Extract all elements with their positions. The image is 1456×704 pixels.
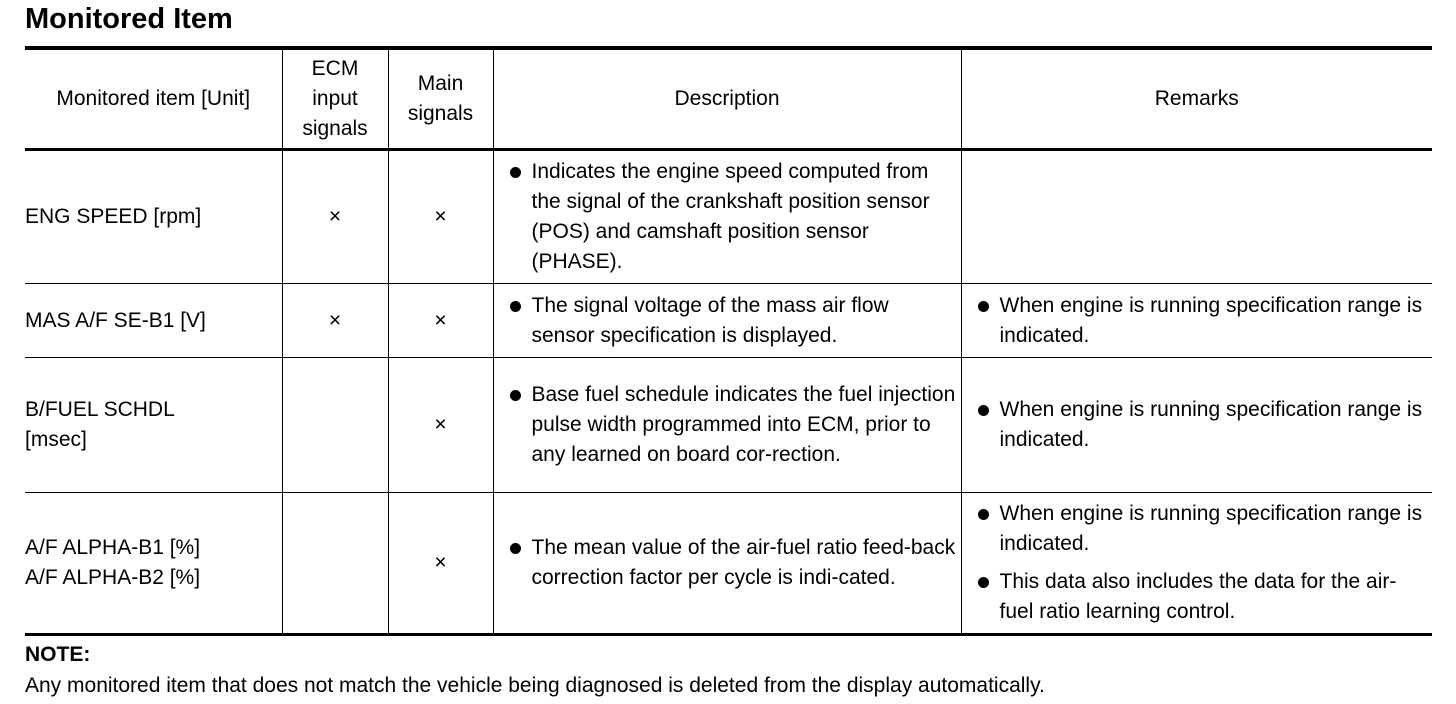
table-row	[25, 493, 1432, 635]
remarks-cell	[961, 150, 1432, 284]
description-bullet: The mean value of the air-fuel ratio feed-back correction factor per cycle is indi-cated.	[494, 533, 961, 593]
description-cell	[493, 284, 961, 358]
header-main-line: Main	[417, 72, 464, 95]
header-main-signals	[388, 48, 493, 150]
header-description: Description	[493, 48, 961, 150]
description-cell	[493, 150, 961, 284]
table-header-row	[25, 48, 1432, 150]
description-cell	[493, 358, 961, 493]
item-cell	[25, 150, 282, 284]
page-title: Monitored Item	[25, 3, 233, 35]
main-signal-mark: ×	[388, 284, 493, 358]
item-name: A/F ALPHA-B2 [%]	[25, 566, 201, 589]
item-name: MAS A/F SE-B1 [V]	[25, 308, 206, 332]
description-cell	[493, 493, 961, 635]
header-ecm-line: input	[312, 87, 358, 110]
description-bullet: Base fuel schedule indicates the fuel injection pulse width programmed into ECM, prior to any learned on board cor-rection.	[494, 380, 961, 470]
remarks-cell	[961, 493, 1432, 635]
note-text: Any monitored item that does not match the vehicle being diagnosed is deleted from the display automatically.	[25, 674, 1045, 697]
main-signal-mark: ×	[388, 150, 493, 284]
header-ecm-input-signals	[282, 48, 388, 150]
header-remarks: Remarks	[961, 48, 1432, 150]
description-bullet: Indicates the engine speed computed from the signal of the crankshaft position sensor (POS) and camshaft position sensor (PHASE).	[494, 157, 961, 277]
item-name: B/FUEL SCHDL	[25, 398, 175, 421]
ecm-input-mark	[282, 358, 388, 493]
item-cell	[25, 358, 282, 493]
item-name: [msec]	[25, 428, 87, 451]
table-row	[25, 150, 1432, 284]
remarks-bullet: When engine is running specification range is indicated.	[962, 395, 1433, 455]
table-row	[25, 284, 1432, 358]
remarks-bullet: When engine is running specification range is indicated.	[962, 291, 1433, 351]
remarks-cell	[961, 284, 1432, 358]
ecm-input-mark: ×	[282, 150, 388, 284]
table-row	[25, 358, 1432, 493]
remarks-bullet: When engine is running specification range is indicated.	[962, 499, 1433, 559]
item-cell	[25, 284, 282, 358]
item-cell	[25, 493, 282, 635]
note-label: NOTE:	[25, 643, 91, 666]
item-name: ENG SPEED [rpm]	[25, 205, 202, 228]
header-ecm-line: ECM	[311, 57, 359, 80]
item-name: A/F ALPHA-B1 [%]	[25, 536, 201, 559]
description-bullet: The signal voltage of the mass air flow sensor specification is displayed.	[494, 291, 961, 351]
ecm-input-mark	[282, 493, 388, 635]
main-signal-mark: ×	[388, 493, 493, 635]
main-signal-mark: ×	[388, 358, 493, 493]
header-monitored-item: Monitored item [Unit]	[25, 48, 282, 150]
ecm-input-mark: ×	[282, 284, 388, 358]
header-main-line: signals	[407, 102, 474, 125]
remarks-bullet: This data also includes the data for the air-fuel ratio learning control.	[962, 567, 1433, 627]
header-ecm-line: signals	[302, 117, 368, 140]
monitored-item-table	[25, 46, 1432, 636]
remarks-cell	[961, 358, 1432, 493]
